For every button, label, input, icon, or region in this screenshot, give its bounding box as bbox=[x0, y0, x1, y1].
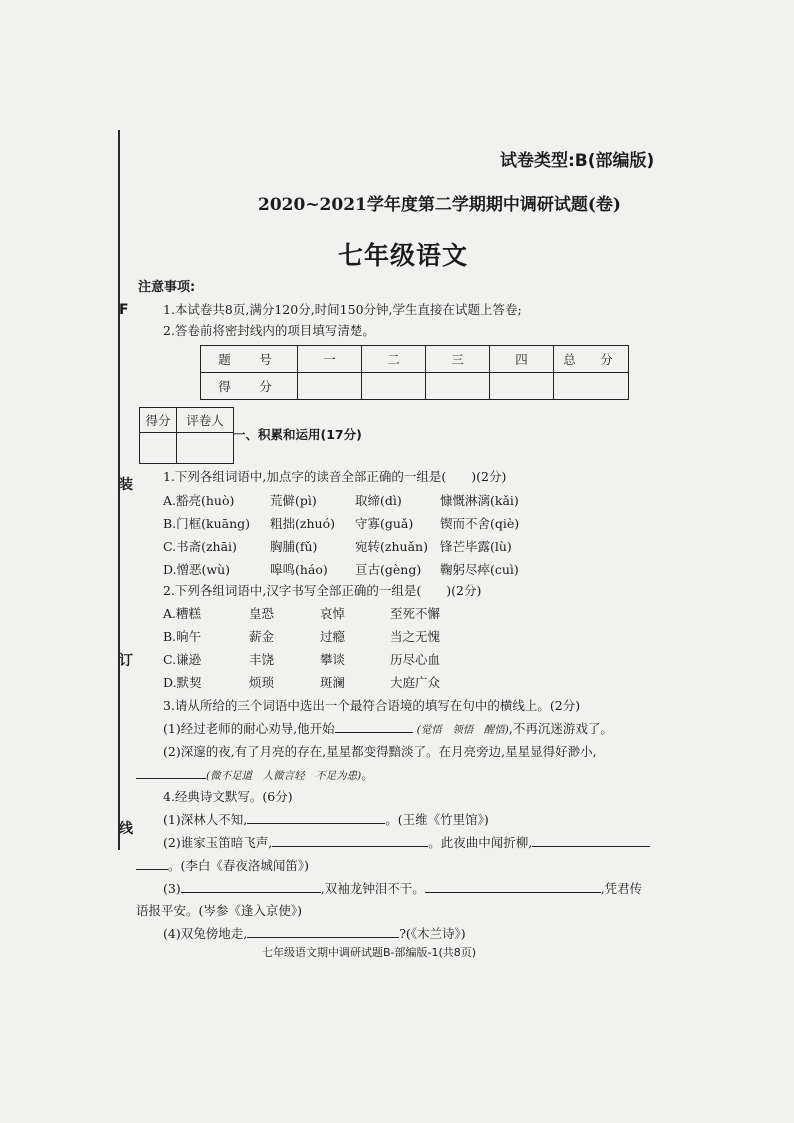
q2-option: 薪金 bbox=[249, 629, 275, 644]
grader-table bbox=[139, 407, 234, 464]
q1-option: B.门框(kuāng) bbox=[163, 516, 251, 531]
q3-s2-choices: (微不足道 人微言轻 不足为患) bbox=[206, 770, 362, 782]
q2-option: 大庭广众 bbox=[390, 675, 441, 690]
q3-s1-text-end: ,不再沉迷游戏了。 bbox=[508, 721, 613, 736]
q1-option: 胸脯(fǔ) bbox=[270, 539, 318, 554]
notice-title: 注意事项: bbox=[138, 280, 196, 295]
score-cell bbox=[298, 373, 362, 400]
q4-l4-text: (4)双兔傍地走, bbox=[163, 926, 248, 941]
q3-sentence-2: (2)深邃的夜,有了月亮的存在,星星都变得黯淡了。在月亮旁边,星星显得好渺小, bbox=[163, 744, 597, 759]
q4-l1-text: (1)深林人不知, bbox=[163, 812, 248, 827]
binding-mark: 装 bbox=[119, 477, 133, 493]
paper-type-label: 试卷类型:B(部编版) bbox=[500, 151, 655, 171]
q3-s1-choices: (觉悟 领悟 醒悟) bbox=[416, 724, 509, 736]
question-4-stem: 4.经典诗文默写。(6分) bbox=[163, 789, 293, 804]
q4-l2-text: (2)谁家玉笛暗飞声, bbox=[163, 835, 273, 850]
q2-option: 哀悼 bbox=[320, 606, 346, 621]
question-3-stem: 3.请从所给的三个词语中选出一个最符合语境的填写在句中的横线上。(2分) bbox=[163, 698, 581, 713]
q4-l3-text: ,双袖龙钟泪不干。 bbox=[320, 881, 425, 896]
grader-name-label: 评卷人 bbox=[177, 408, 234, 433]
score-cell bbox=[426, 373, 490, 400]
q1-option: A.豁亮(huò) bbox=[163, 493, 235, 508]
q1-option: 鞠躬尽瘁(cuì) bbox=[440, 562, 519, 577]
grader-score-label: 得分 bbox=[140, 408, 177, 433]
q1-option: 荒僻(pì) bbox=[270, 493, 317, 508]
q2-option: C.谦逊 bbox=[163, 652, 202, 667]
answer-blank[interactable] bbox=[247, 811, 385, 824]
bleed-through-text bbox=[300, 150, 312, 167]
score-cell bbox=[490, 373, 554, 400]
q1-option: 守寡(guǎ) bbox=[355, 516, 414, 531]
score-table-header: 题 号 bbox=[201, 346, 298, 373]
score-table-header: 总 分 bbox=[554, 346, 629, 373]
score-row-label: 得 分 bbox=[201, 373, 298, 400]
q4-l4-source: ?(《木兰诗》) bbox=[399, 926, 466, 941]
q2-option: 皇恐 bbox=[249, 606, 275, 621]
q4-line-2-cont bbox=[136, 856, 309, 874]
score-table-header: 四 bbox=[490, 346, 554, 373]
score-cell bbox=[554, 373, 629, 400]
score-table-header: 二 bbox=[362, 346, 426, 373]
grader-cell bbox=[140, 433, 177, 464]
section-title: 一、积累和运用(17分) bbox=[233, 427, 362, 442]
q2-option: 攀谈 bbox=[320, 652, 346, 667]
q2-option: A.糟糕 bbox=[163, 606, 202, 621]
q4-line-1 bbox=[163, 810, 489, 828]
q1-option: 锋芒毕露(lù) bbox=[440, 539, 512, 554]
q3-s1-text: (1)经过老师的耐心劝导,他开始 bbox=[163, 721, 335, 736]
q1-option: 亘古(gèng) bbox=[355, 562, 422, 577]
q4-l2-source: 。(李白《春夜洛城闻笛》) bbox=[168, 858, 310, 873]
answer-blank[interactable] bbox=[247, 925, 399, 938]
binding-mark: 订 bbox=[119, 653, 133, 669]
answer-blank[interactable] bbox=[532, 834, 650, 847]
q3-sentence-1 bbox=[163, 719, 613, 737]
q2-option: D.默契 bbox=[163, 675, 202, 690]
q2-option: 历尽心血 bbox=[390, 652, 441, 667]
q1-option: D.憎恶(wù) bbox=[163, 562, 231, 577]
q2-option: 至死不懈 bbox=[390, 606, 441, 621]
grader-cell bbox=[177, 433, 234, 464]
q1-option: C.书斋(zhāi) bbox=[163, 539, 237, 554]
q3-s2-text-end: 。 bbox=[361, 767, 374, 782]
answer-blank[interactable] bbox=[136, 857, 168, 870]
answer-blank[interactable] bbox=[136, 766, 206, 779]
q4-line-4 bbox=[163, 924, 466, 942]
binding-mark: 线 bbox=[119, 821, 133, 837]
q4-l2-text-mid: 。此夜曲中闻折柳, bbox=[428, 835, 533, 850]
q2-option: 斑澜 bbox=[320, 675, 346, 690]
q1-option: 锲而不舍(qiè) bbox=[440, 516, 520, 531]
q2-option: 丰饶 bbox=[249, 652, 275, 667]
q4-l3-num: (3) bbox=[163, 881, 181, 896]
q2-option: 当之无愧 bbox=[390, 629, 441, 644]
question-1-stem: 1.下列各组词语中,加点字的读音全部正确的一组是( )(2分) bbox=[163, 469, 507, 484]
q1-option: 取缔(dì) bbox=[355, 493, 402, 508]
page-footer: 七年级语文期中调研试题B-部编版-1(共8页) bbox=[262, 946, 477, 959]
answer-blank[interactable] bbox=[335, 720, 413, 733]
answer-blank[interactable] bbox=[181, 880, 321, 893]
binding-mark: F bbox=[119, 302, 129, 318]
q1-option: 粗拙(zhuó) bbox=[270, 516, 335, 531]
q2-option: 过瘾 bbox=[320, 629, 346, 644]
q2-option: B.晌午 bbox=[163, 629, 202, 644]
q1-option: 嗥鸣(háo) bbox=[270, 562, 328, 577]
notice-item: 1.本试卷共8页,满分120分,时间150分钟,学生直接在试题上答卷; bbox=[163, 302, 522, 317]
notice-item: 2.答卷前将密封线内的项目填写清楚。 bbox=[163, 323, 375, 338]
q4-l1-source: 。(王维《竹里馆》) bbox=[385, 812, 489, 827]
q4-line-2 bbox=[163, 833, 650, 851]
q3-sentence-2-cont bbox=[136, 765, 374, 783]
score-cell bbox=[362, 373, 426, 400]
question-2-stem: 2.下列各组词语中,汉字书写全部正确的一组是( )(2分) bbox=[163, 583, 482, 598]
subject-title: 七年级语文 bbox=[338, 241, 469, 270]
q1-option: 宛转(zhuǎn) bbox=[355, 539, 428, 554]
q4-line-3 bbox=[163, 879, 642, 897]
score-table bbox=[200, 345, 629, 400]
q4-l3-text-end: ,凭君传 bbox=[600, 881, 643, 896]
score-table-header: 一 bbox=[298, 346, 362, 373]
answer-blank[interactable] bbox=[425, 880, 601, 893]
q2-option: 烦琐 bbox=[249, 675, 275, 690]
exam-title: 2020~2021学年度第二学期期中调研试题(卷) bbox=[258, 195, 621, 215]
q4-line-3-cont: 语报平安。(岑参《逢入京使》) bbox=[136, 903, 303, 918]
answer-blank[interactable] bbox=[272, 834, 428, 847]
q1-option: 慷慨淋漓(kǎi) bbox=[440, 493, 519, 508]
score-table-header: 三 bbox=[426, 346, 490, 373]
